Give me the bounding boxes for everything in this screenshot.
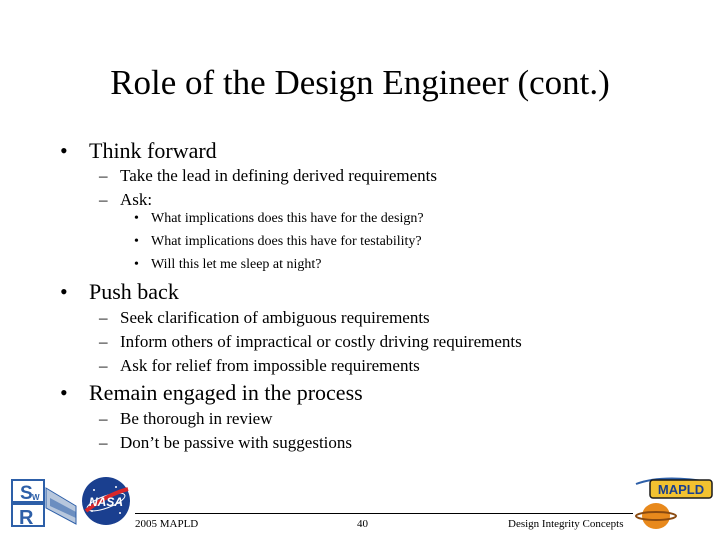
bullet-text: Be thorough in review [120, 409, 273, 428]
svg-text:W: W [32, 493, 40, 502]
bullet-text: What implications does this have for testability? [151, 234, 422, 249]
bullet-text: Seek clarification of ambiguous requirements [120, 308, 430, 327]
footer-right: Design Integrity Concepts [508, 518, 624, 530]
bullet-text: Will this let me sleep at night? [151, 257, 322, 272]
dash-marker: – [99, 166, 108, 185]
svg-text:S: S [20, 483, 33, 504]
dash-marker: – [99, 409, 108, 428]
sr-logo [10, 478, 78, 528]
dash-marker: – [99, 308, 108, 327]
dash-marker: – [99, 190, 108, 209]
bullet-text: Ask: [120, 190, 153, 209]
bullet-text: Think forward [89, 138, 217, 163]
slide-title: Role of the Design Engineer (cont.) [110, 63, 610, 102]
bullet-text: Ask for relief from impossible requirements [120, 356, 420, 375]
bullet-text: What implications does this have for the design? [151, 211, 424, 226]
bullet-marker: • [134, 234, 139, 249]
bullet-marker: • [134, 211, 139, 226]
bullet-marker: • [60, 138, 68, 163]
svg-text:MAPLD: MAPLD [657, 482, 705, 497]
dash-marker: – [99, 433, 108, 452]
bullet-text: Push back [89, 279, 179, 304]
bullet-text: Inform others of impractical or costly driving requirements [120, 332, 522, 351]
footer-left: 2005 MAPLD [135, 518, 199, 530]
bullet-marker: • [134, 257, 139, 272]
svg-text:NASA: NASA [88, 495, 124, 509]
mapld-logo [632, 474, 716, 536]
dash-marker: – [99, 356, 108, 375]
bullet-text: Remain engaged in the process [89, 380, 363, 405]
bullet-marker: • [60, 279, 68, 304]
footer-divider [135, 513, 633, 514]
dash-marker: – [99, 332, 108, 351]
slide-number: 40 [357, 518, 368, 530]
bullet-text: Take the lead in defining derived requirements [120, 166, 437, 185]
bullet-marker: • [60, 380, 68, 405]
svg-text:R: R [19, 507, 34, 528]
bullet-text: Don’t be passive with suggestions [120, 433, 353, 452]
nasa-logo [80, 475, 132, 527]
